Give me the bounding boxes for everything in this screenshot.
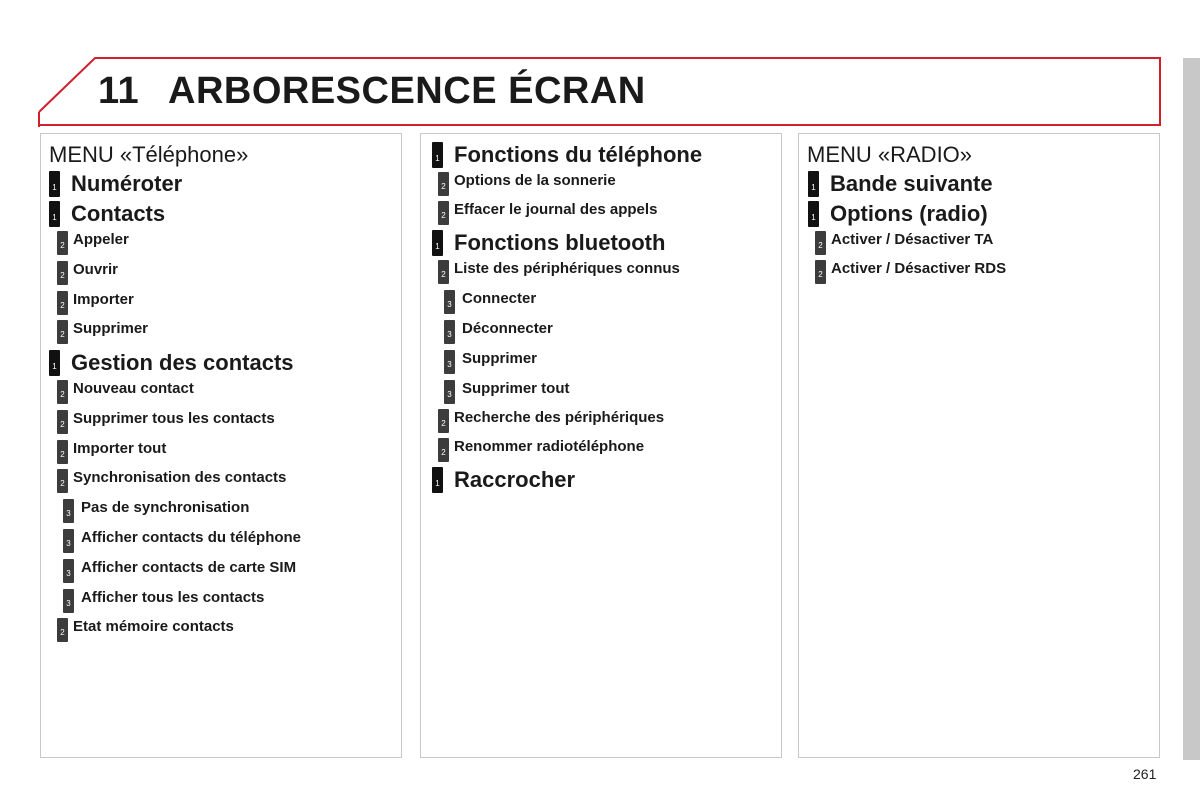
level-badge: 3: [63, 499, 74, 523]
side-tab-strip: [1183, 58, 1200, 760]
menu-item-label: Connecter: [462, 290, 537, 307]
menu-item-level-3: [63, 589, 264, 613]
menu-item-level-2: [57, 469, 286, 493]
level-badge: 2: [57, 231, 68, 255]
menu-item-label: Options (radio): [830, 201, 988, 226]
menu-item-level-1: [49, 350, 294, 376]
menu-item-label: Fonctions du téléphone: [454, 142, 703, 167]
menu-item-level-1: [432, 467, 575, 493]
level-badge: 2: [438, 409, 449, 433]
level-badge: 1: [432, 142, 443, 168]
menu-item-level-1: [49, 201, 165, 227]
menu-item-level-2: [57, 320, 148, 344]
menu-item-label: Ouvrir: [73, 261, 119, 278]
menu-item-level-2: [815, 260, 1006, 284]
level-badge: 1: [49, 171, 60, 197]
menu-item-level-2: [815, 231, 993, 255]
level-badge: 3: [444, 320, 455, 344]
menu-item-level-2: [57, 618, 234, 642]
level-badge: 2: [57, 291, 68, 315]
menu-item-label: Activer / Désactiver RDS: [831, 260, 1007, 277]
level-badge: 3: [63, 529, 74, 553]
menu-item-level-2: [57, 231, 129, 255]
menu-item-level-2: [438, 260, 680, 284]
menu-item-label: Afficher contacts de carte SIM: [81, 559, 297, 576]
menu-item-level-2: [57, 291, 134, 315]
level-badge: 3: [63, 589, 74, 613]
level-badge: 2: [438, 201, 449, 225]
menu-item-level-1: [808, 201, 988, 227]
menu-item-label: Synchronisation des contacts: [73, 469, 287, 486]
menu-item-level-2: [57, 410, 275, 434]
level-badge: 1: [808, 171, 819, 197]
level-badge: 3: [444, 290, 455, 314]
menu-item-label: Déconnecter: [462, 320, 553, 337]
level-badge: 2: [438, 172, 449, 196]
level-badge: 1: [49, 201, 60, 227]
level-badge: 2: [438, 438, 449, 462]
level-badge: 3: [444, 380, 455, 404]
menu-item-level-3: [444, 350, 537, 374]
menu-item-level-3: [63, 529, 301, 553]
level-badge: 2: [815, 231, 826, 255]
menu-item-label: Supprimer: [462, 350, 538, 367]
menu-item-label: Importer tout: [73, 440, 167, 457]
menu-item-level-3: [444, 380, 570, 404]
menu-item-label: Supprimer tout: [462, 380, 570, 397]
menu-item-label: Etat mémoire contacts: [73, 618, 234, 635]
menu-item-label: Raccrocher: [454, 467, 576, 492]
menu-item-level-2: [57, 261, 118, 285]
menu-item-level-3: [444, 320, 553, 344]
menu-item-label: Options de la sonnerie: [454, 172, 616, 189]
level-badge: 2: [57, 410, 68, 434]
menu-item-level-1: [49, 171, 182, 197]
level-badge: 1: [432, 467, 443, 493]
menu-item-level-3: [63, 559, 296, 583]
level-badge: 3: [444, 350, 455, 374]
level-badge: 1: [432, 230, 443, 256]
menu-item-label: Appeler: [73, 231, 129, 248]
menu-item-label: Bande suivante: [830, 171, 993, 196]
level-badge: 2: [57, 261, 68, 285]
menu-item-label: Activer / Désactiver TA: [831, 231, 994, 248]
menu-item-label: Importer: [73, 291, 134, 308]
menu-item-level-2: [438, 409, 664, 433]
level-badge: 1: [808, 201, 819, 227]
menu-item-label: Pas de synchronisation: [81, 499, 250, 516]
level-badge: 2: [57, 469, 68, 493]
menu-item-label: Nouveau contact: [73, 380, 194, 397]
menu-item-label: Gestion des contacts: [71, 350, 294, 375]
menu-item-label: Liste des périphériques connus: [454, 260, 680, 277]
menu-item-level-1: [432, 230, 665, 256]
menu-item-label: Numéroter: [71, 171, 183, 196]
level-badge: 3: [63, 559, 74, 583]
menu-item-label: Effacer le journal des appels: [454, 201, 658, 218]
menu-item-level-2: [438, 201, 657, 225]
level-badge: 2: [57, 440, 68, 464]
chapter-number: 11: [98, 70, 140, 112]
level-badge: 2: [815, 260, 826, 284]
chapter-title: ARBORESCENCE ÉCRAN: [168, 70, 646, 112]
menu-item-level-1: [808, 171, 993, 197]
menu-item-level-1: [432, 142, 702, 168]
level-badge: 2: [57, 618, 68, 642]
menu-item-label: Afficher tous les contacts: [81, 589, 265, 606]
menu-item-label: Supprimer tous les contacts: [73, 410, 275, 427]
menu-item-label: Afficher contacts du téléphone: [81, 529, 302, 546]
menu-item-label: Supprimer: [73, 320, 149, 337]
level-badge: 1: [49, 350, 60, 376]
page-number: 261: [1133, 766, 1157, 782]
menu-heading: MENU «Téléphone»: [49, 142, 249, 167]
menu-item-level-3: [444, 290, 536, 314]
menu-item-level-2: [57, 380, 194, 404]
menu-item-level-2: [438, 172, 616, 196]
menu-item-level-2: [57, 440, 166, 464]
menu-item-label: Recherche des périphériques: [454, 409, 665, 426]
level-badge: 2: [57, 320, 68, 344]
menu-item-level-2: [438, 438, 644, 462]
menu-item-label: Renommer radiotéléphone: [454, 438, 645, 455]
menu-heading: MENU «RADIO»: [807, 142, 973, 167]
menu-item-label: Contacts: [71, 201, 166, 226]
level-badge: 2: [57, 380, 68, 404]
level-badge: 2: [438, 260, 449, 284]
menu-item-label: Fonctions bluetooth: [454, 230, 666, 255]
menu-item-level-3: [63, 499, 249, 523]
